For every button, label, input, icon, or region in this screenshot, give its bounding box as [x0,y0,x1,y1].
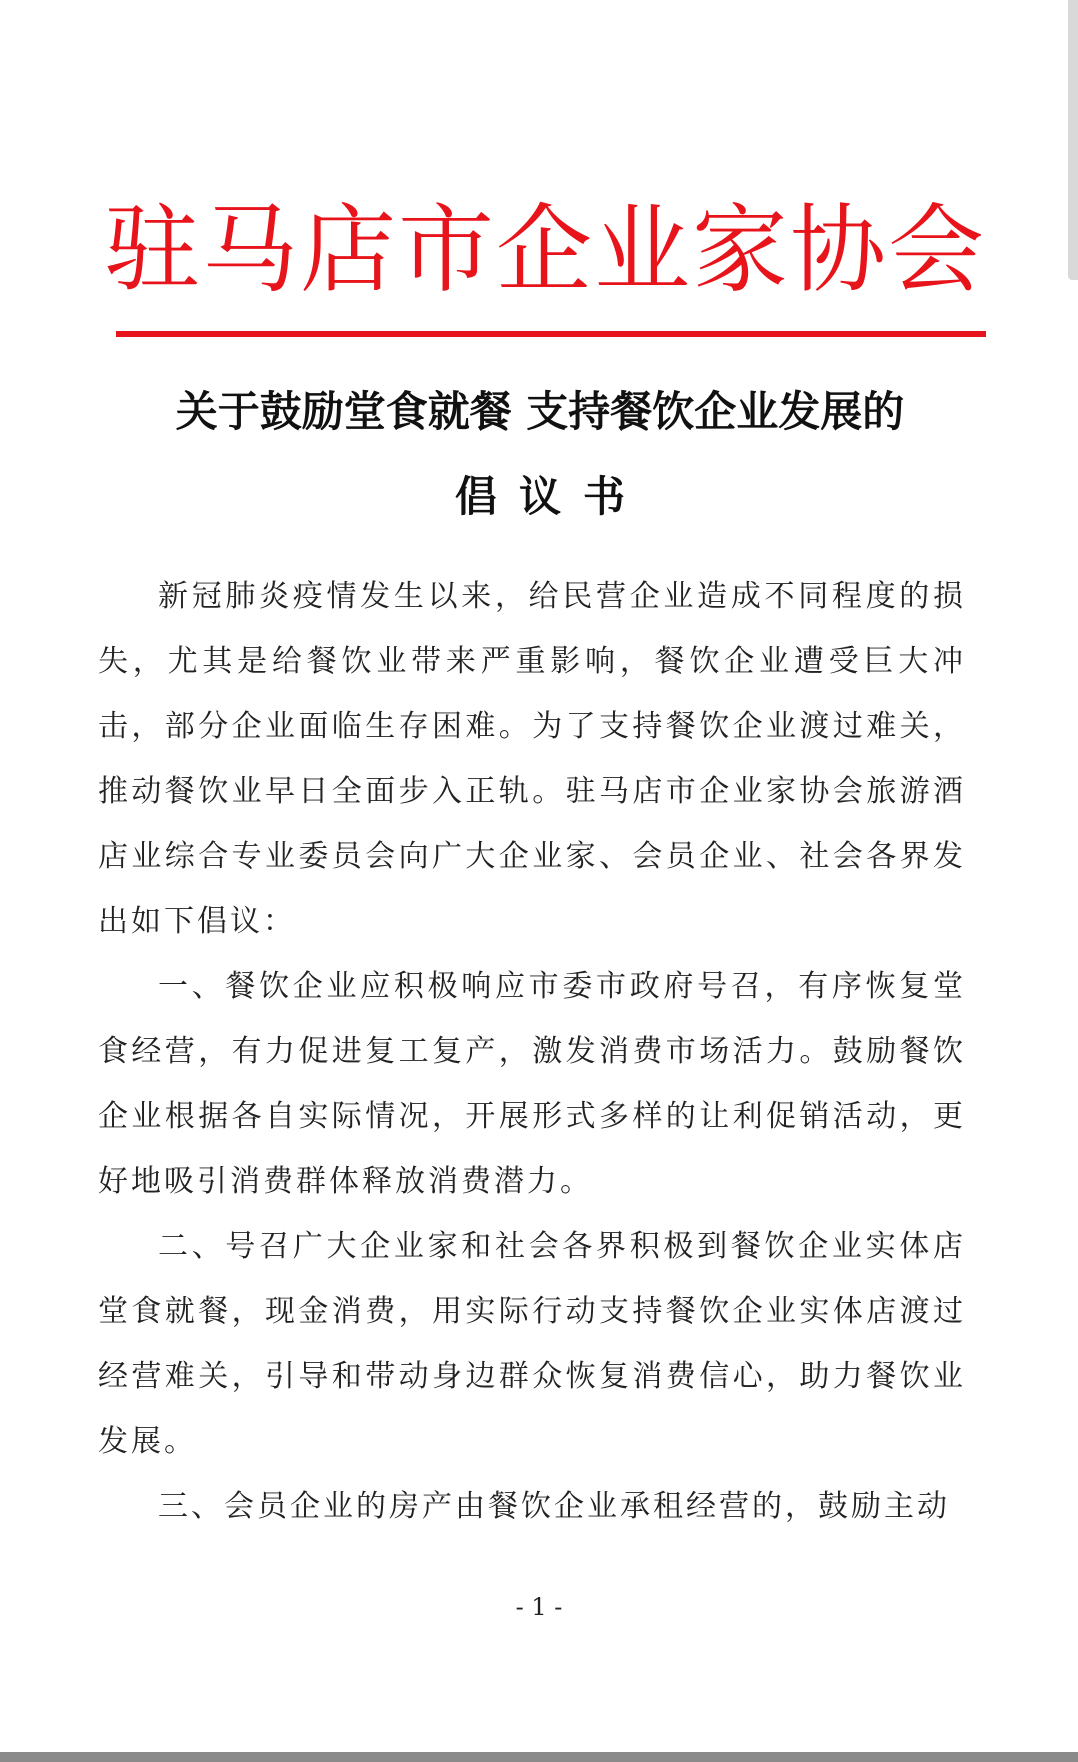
paragraph-intro: 新冠肺炎疫情发生以来，给民营企业造成不同程度的损失，尤其是给餐饮业带来严重影响，餐饮企业遭受巨大冲击，部分企业面临生存困难。为了支持餐饮企业渡过难关，推动餐饮业早日全面步入正轨。驻马店市企业家协会旅游酒店业综合专业委员会向广大企业家、会员企业、社会各界发出如下倡议： [98,579,966,939]
paragraph-item-3: 三、会员企业的房产由餐饮企业承租经营的，鼓励主动 [158,1489,950,1524]
paragraph-item-2: 二、号召广大企业家和社会各界积极到餐饮企业实体店堂食就餐，现金消费，用实际行动支持餐饮企业实体店渡过经营难关，引导和带动身边群众恢复消费信心，助力餐饮业发展。 [98,1229,966,1459]
organization-letterhead: 驻马店市企业家协会 [104,194,986,306]
document-title-line-1: 关于鼓励堂食就餐 支持餐饮企业发展的 [175,387,905,436]
paragraph-item-1: 一、餐饮企业应积极响应市委市政府号召，有序恢复堂食经营，有力促进复工复产，激发消费市场活力。鼓励餐饮企业根据各自实际情况，开展形式多样的让利促销活动，更好地吸引消费群体释放消费潜力。 [98,969,966,1199]
document-body [98,564,966,1539]
bottom-navigation-bar [0,1752,1078,1762]
document-title-line-2: 倡议书 [454,472,647,521]
scrollbar-thumb[interactable] [1068,0,1078,280]
page-number: - 1 - [515,1593,563,1621]
letterhead-divider [116,331,986,337]
